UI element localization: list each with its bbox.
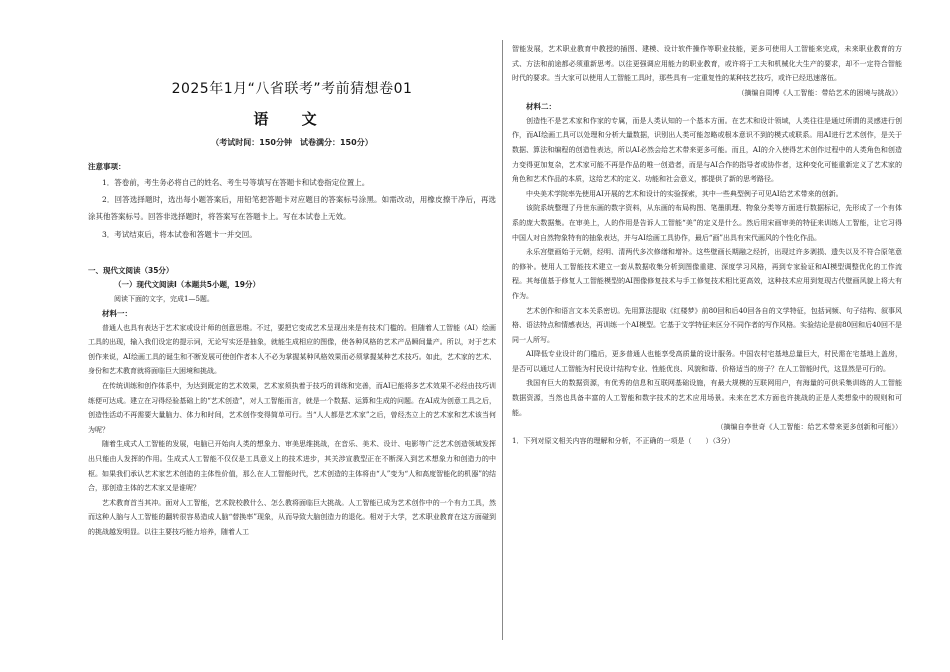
column-divider (502, 40, 503, 640)
paragraph: AI降低专业设计的门槛后，更多普通人也能享受高质量的设计服务。中国农村宅基地总量巨大，村民需在宅基地上盖房，是否可以通过人工智能为村民设计结构专业、性能优良、风貌和谐、价格适当的房子？在人工智能时代，这显然是可行的。 (512, 350, 902, 373)
left-column (88, 0, 496, 672)
exam-title: 2025年1月“八省联考”考前猜想卷01 (171, 81, 413, 97)
paragraph: 该院系统整理了丹世东画的数字资料，从东画的布局构图、笔墨肌理、物象分类等方面进行数据标记，先形成了一个有体系的庞大数据集。在审美上，人的作用是告诉人工智能“美”的定义是什么。然后用宋画审美的特征来训练人工智能，让它习得中国人对自然物象特有的抽象表达，并与AI绘画工具协作，最后“画”出具有宋代画风的个性化作品。 (512, 204, 902, 242)
paragraph: 永乐宫壁画始于元朝，经明、清两代多次修缮和增补。这些壁画长期融之经折，出现过许多剥损、遗失以及不符合原笔意的修补。使用人工智能技术建立一套从数据收集分析到图像重建、深度学习风格，再到专家验证和AI模型调整优化的工作流程。其每值基于修复人工智能模型的AI图像修复技术与手工修复技术相比更高效，这种技术应用到复现古代壁画风貌上将大有作为。 (512, 248, 902, 300)
material1-label: 材料一： (102, 308, 132, 318)
paragraph: 在传统训练和创作体系中，为达到既定的艺术效果，艺术家须执着于技巧的训练和完善，而AI已能将多艺术效果不必经由技巧训练便可达成。建立在习得经验基础上的“艺术创造”，对人工智能而言，就是一个数据、运算和生成的问题。在AI成为创意工具之后，创造性活动不再需要大量脑力、体力和时间，艺术创作变得简单可行。当“人人都是艺术家”之后，曾经杰立上的艺术家和艺术该当何为呢？ (88, 381, 496, 434)
instruction: 阅读下面的文字，完成1—5题。 (114, 295, 214, 303)
section1-block (88, 264, 496, 540)
material2-label: 材料二： (526, 101, 556, 111)
subject-title: 语 文 (253, 110, 331, 128)
paragraph: 创造性不是艺术家和作家的专属，而是人类认知的一个基本方面。在艺术和设计领域，人类往往是通过所谓的灵感进行创作，而AI绘画工具可以处理和分析大量数据，识别出人类可能忽略或根本意识不到的模式或联系。用AI进行艺术创作，是关于数据、算法和编程的创造性表达，所以AI必然会给艺术带来更多可能。而且，AI的介入使得艺术创作过程中的人类角色和创造力变得更加复杂，艺术家可能不再是作品的唯一创造者，而是与AI合作的指导者或协作者，这种变化可能重新定义了艺术家的角色和艺术作品的本质，这给艺术的定义、功能和社会意义，都提供了新的思考路径。 (512, 116, 902, 184)
right-column (512, 0, 902, 672)
paragraph: 我国有巨大的数据资源，有优秀的信息和互联网基础设施，有最大规模的互联网用户，有海量的可供采集训练的人工智能数据资源，当然也具备丰富的人工智能和数字技术的艺术应用场景。未来在艺术方面也许挑战的正是人类想象中的规则和可能。 (512, 379, 902, 417)
exam-info: （考试时间：150分钟 试卷满分：150分） (211, 138, 373, 147)
paragraph: 艺术创作和语言文本关系密切。先用算法提取《红楼梦》前80回和后40回各自的文学特征，包括词频、句子结构、叙事风格、语法特点和情感表达，再训练一个AI模型。它基于文学特征来区分不同作者的写作风格。实验结论是前80回和后40回不是同一人所写。 (512, 306, 902, 344)
notice-block (88, 160, 496, 243)
paragraph: 中央美术学院率先使用AI开展的艺术和设计的实验探索，其中一些典型例子可见AI给艺术带来的创新。 (526, 189, 843, 198)
sub-heading: （一）现代文阅读Ⅰ（本题共5小题，19分） (114, 280, 260, 289)
attribution: （摘编自李世奇《人工智能：给艺术带来更多创新和可能》） (716, 423, 902, 432)
paragraph: 随着生成式人工智能的发展，电脑已开始向人类的想象力、审美思维挑战，在音乐、美术、设计、电影等广泛艺术创造领域发挥出只能由人发挥的作用。生成式人工智能不仅仅是工具意义上的技术进步，其关涉宣教型正在不断深入到艺术想象力和创造力的中枢。如果我们承认艺术家艺术创造的主体性价值，那么在人工智能时代，艺术创造的主体将由“人”变为“人和高度智能化的机器”的结合，那创造主体的艺术家又是谁呢？ (88, 440, 496, 493)
paragraph: 艺术教育首当其冲。面对人工智能，艺术院校教什么、怎么教将面临巨大挑战。人工智能已成为艺术创作中的一个有力工具，然而这种人脑与人工智能的翻转很容易造成人脑“替换率”现象，从而导致大脑创造力的退化。相对于大学，艺术职业教育在这方面碰到的挑战越发明显。以往主要技巧能力培养，随着人工 (88, 498, 496, 536)
notice-heading: 注意事项： (88, 162, 126, 171)
attribution: （摘编自周博《人工智能：带给艺术的困境与挑战》） (737, 88, 902, 97)
question-1: 1．下列对原文相关内容的理解和分析，不正确的一项是（ ）（3分） (512, 437, 735, 446)
notice-item: 3．考试结束后，将本试卷和答题卡一并交回。 (102, 229, 257, 239)
right-content (512, 42, 902, 449)
paragraph: 智能发展，艺术职业教育中教授的插图、建模、设计软件操作等职业技能，更多可使用人工智能来完成，未来职业教育的方式、方法和前途都必须重新思考。以往更强调应用能力的职业教育，或许将于工夫和机械化大生产的要求，却不一定符合智能时代的要求。当大家可以使用人工智能工具时，那些具有一定重复性的某种技艺技巧，或许已经迅速落伍。 (512, 45, 902, 83)
notice-item: 2．回答选择题时，选出每小题答案后，用铅笔把答题卡对应题目的答案标号涂黑。如需改动，用橡皮擦干净后，再选涂其他答案标号。回答非选择题时，将答案写在答题卡上。写在本试卷上无效。 (88, 195, 496, 222)
paragraph: 普通人也具有表达于艺术家或设计师的创意思维。不过，要把它变成艺术呈现出来是有技术门槛的。但随着人工智能（AI）绘画工具的出现，输入我们设定的提示词，无论写实还是抽象，就能生成相应的图像，使各种风格的艺术产品瞬间量产。所以，对于艺术创作来说，AI绘画工具的诞生和不断发展可使创作者本人不必为掌握某种风格效果而必须掌握某种艺术技巧。如此，艺术家的艺术、身份和艺术教育就将面临巨大困境和挑战。 (88, 323, 496, 376)
notice-item: 1．答卷前，考生务必将自己的姓名、考生号等填写在答题卡和试卷指定位置上。 (102, 178, 370, 187)
section-heading: 一、现代文阅读（35分） (88, 266, 174, 275)
